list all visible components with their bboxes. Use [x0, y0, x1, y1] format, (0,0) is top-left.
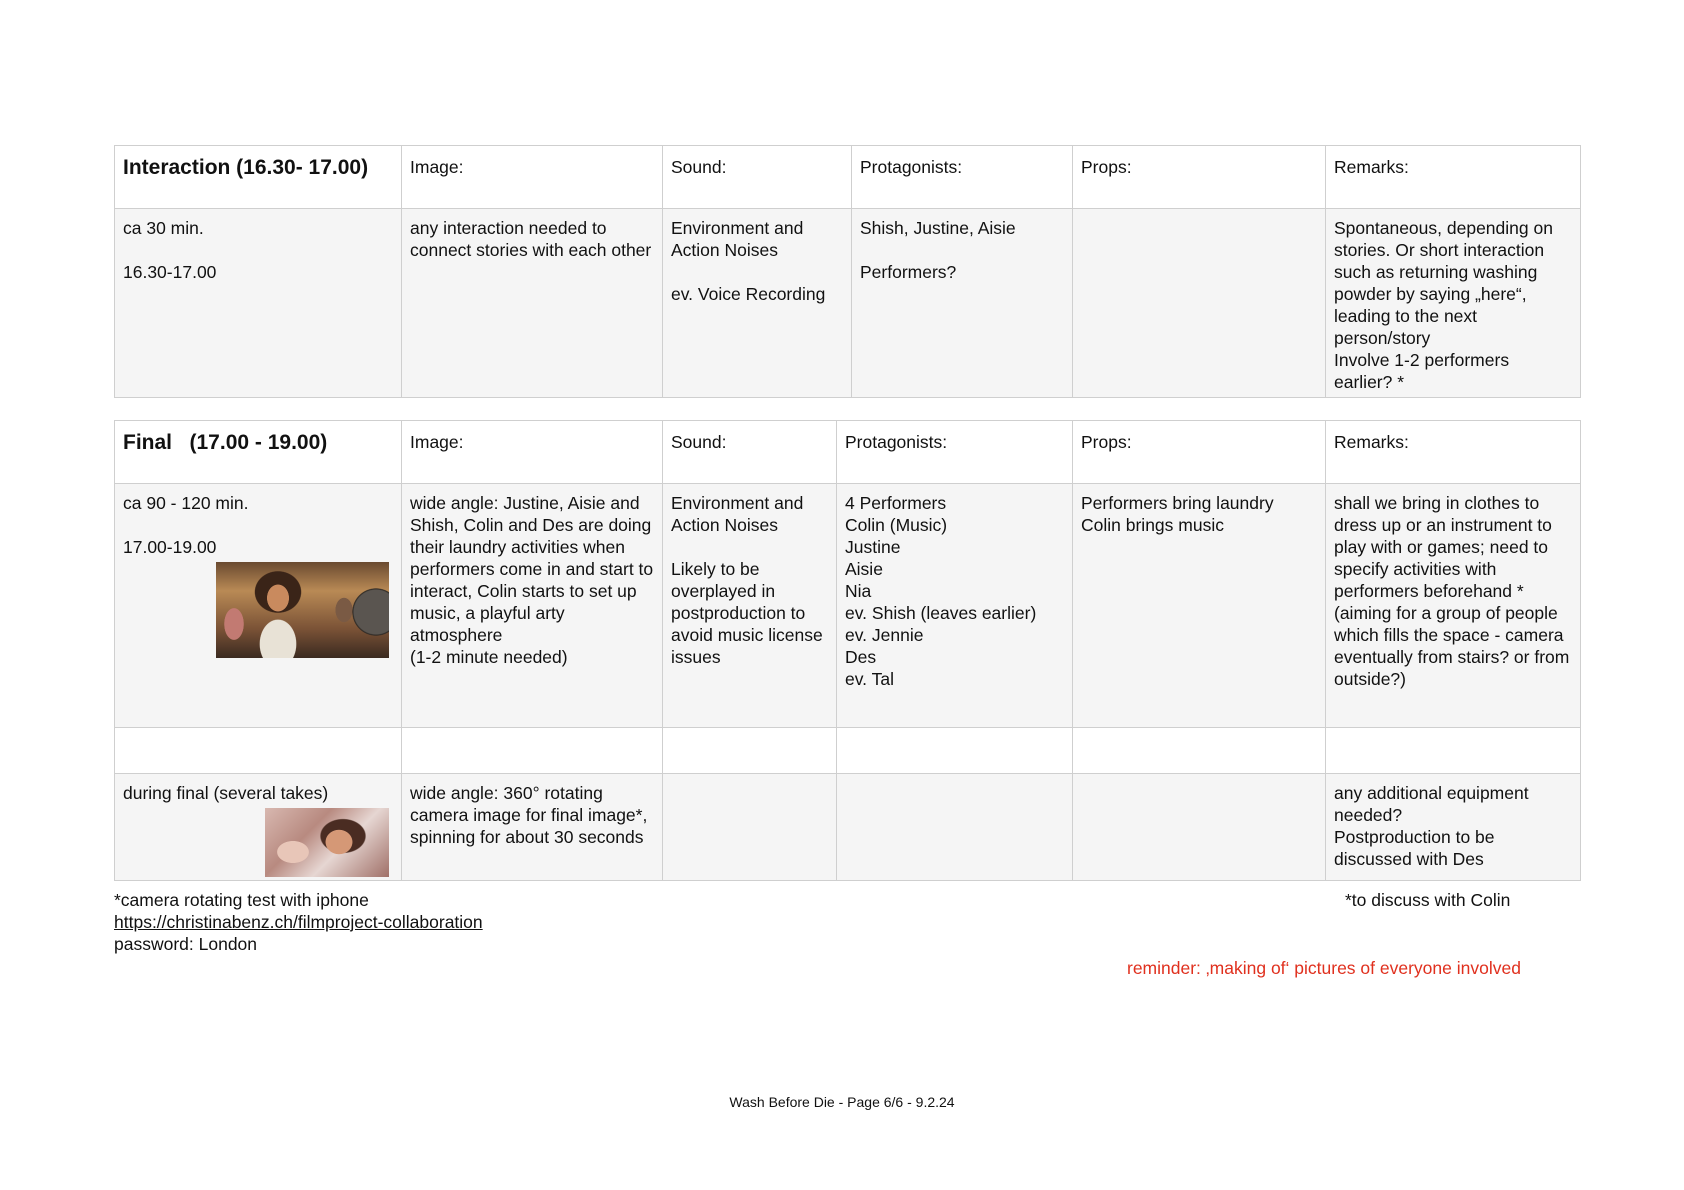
header-protagonists: Protagonists:: [837, 421, 1073, 484]
header-remarks: Remarks:: [1326, 146, 1581, 209]
cell-image: wide angle: 360° rotating camera image for final image*, spinning for about 30 seconds: [402, 774, 663, 881]
cell-sound: Environment and Action Noises ev. Voice Recording: [663, 209, 852, 398]
laughing-woman-photo: [265, 808, 389, 877]
header-protagonists: Protagonists:: [852, 146, 1073, 209]
blank-cell: [1073, 728, 1326, 774]
reminder-note: reminder: ‚making of‘ pictures of everyone involved: [1127, 958, 1521, 978]
page-footer: Wash Before Die - Page 6/6 - 9.2.24: [729, 1094, 955, 1110]
blank-cell: [115, 728, 402, 774]
cell-protagonists: Shish, Justine, Aisie Performers?: [852, 209, 1073, 398]
discuss-note: *to discuss with Colin: [1345, 890, 1511, 910]
cell-time: ca 30 min. 16.30-17.00: [115, 209, 402, 398]
interaction-title: Interaction (16.30- 17.00): [115, 146, 402, 209]
cell-image: wide angle: Justine, Aisie and Shish, Colin and Des are doing their laundry activities when performers come in and start to interact, Colin starts to set up music, a playful arty atmosphere (1-2 minute needed): [402, 484, 663, 728]
laundromat-party-photo: [216, 562, 389, 658]
interaction-header-row: [115, 146, 1581, 209]
cell-props: [1073, 209, 1326, 398]
password-note: password: London: [114, 934, 258, 954]
cell-remarks: shall we bring in clothes to dress up or an instrument to play with or games; need to specify activities with performers beforehand * (aiming for a group of people which fills the space - camera eventually from stairs? or from outside?): [1326, 484, 1581, 728]
header-props: Props:: [1073, 146, 1326, 209]
blank-cell: [837, 728, 1073, 774]
header-remarks: Remarks:: [1326, 421, 1581, 484]
cell-sound: Environment and Action Noises Likely to be overplayed in postproduction to avoid music license issues: [663, 484, 837, 728]
cell-props: [1073, 774, 1326, 881]
final-table: [114, 420, 1581, 881]
interaction-row: [115, 209, 1581, 398]
cell-remarks: Spontaneous, depending on stories. Or short interaction such as returning washing powder by saying „here“, leading to the next person/story Involve 1-2 performers earlier? *: [1326, 209, 1581, 398]
blank-cell: [402, 728, 663, 774]
time-text: during final (several takes): [123, 783, 329, 803]
cell-image: any interaction needed to connect stories with each other: [402, 209, 663, 398]
notes-left: [114, 889, 483, 955]
header-props: Props:: [1073, 421, 1326, 484]
cell-time: [115, 774, 402, 881]
cell-protagonists: [837, 774, 1073, 881]
cell-props: Performers bring laundry Colin brings music: [1073, 484, 1326, 728]
final-row-main: [115, 484, 1581, 728]
header-image: Image:: [402, 421, 663, 484]
final-row-blank: [115, 728, 1581, 774]
header-sound: Sound:: [663, 146, 852, 209]
blank-cell: [663, 728, 837, 774]
cell-time: [115, 484, 402, 728]
final-row-rotating: [115, 774, 1581, 881]
final-header-row: [115, 421, 1581, 484]
time-text: ca 90 - 120 min. 17.00-19.00: [123, 493, 249, 557]
header-sound: Sound:: [663, 421, 837, 484]
blank-cell: [1326, 728, 1581, 774]
project-link[interactable]: https://christinabenz.ch/filmproject-collaboration: [114, 912, 483, 932]
interaction-table: [114, 145, 1581, 398]
cell-protagonists: 4 Performers Colin (Music) Justine Aisie Nia ev. Shish (leaves earlier) ev. Jennie Des ev. Tal: [837, 484, 1073, 728]
cell-sound: [663, 774, 837, 881]
header-image: Image:: [402, 146, 663, 209]
camera-test-note: *camera rotating test with iphone: [114, 890, 369, 910]
final-title: Final (17.00 - 19.00): [115, 421, 402, 484]
cell-remarks: any additional equipment needed? Postproduction to be discussed with Des: [1326, 774, 1581, 881]
